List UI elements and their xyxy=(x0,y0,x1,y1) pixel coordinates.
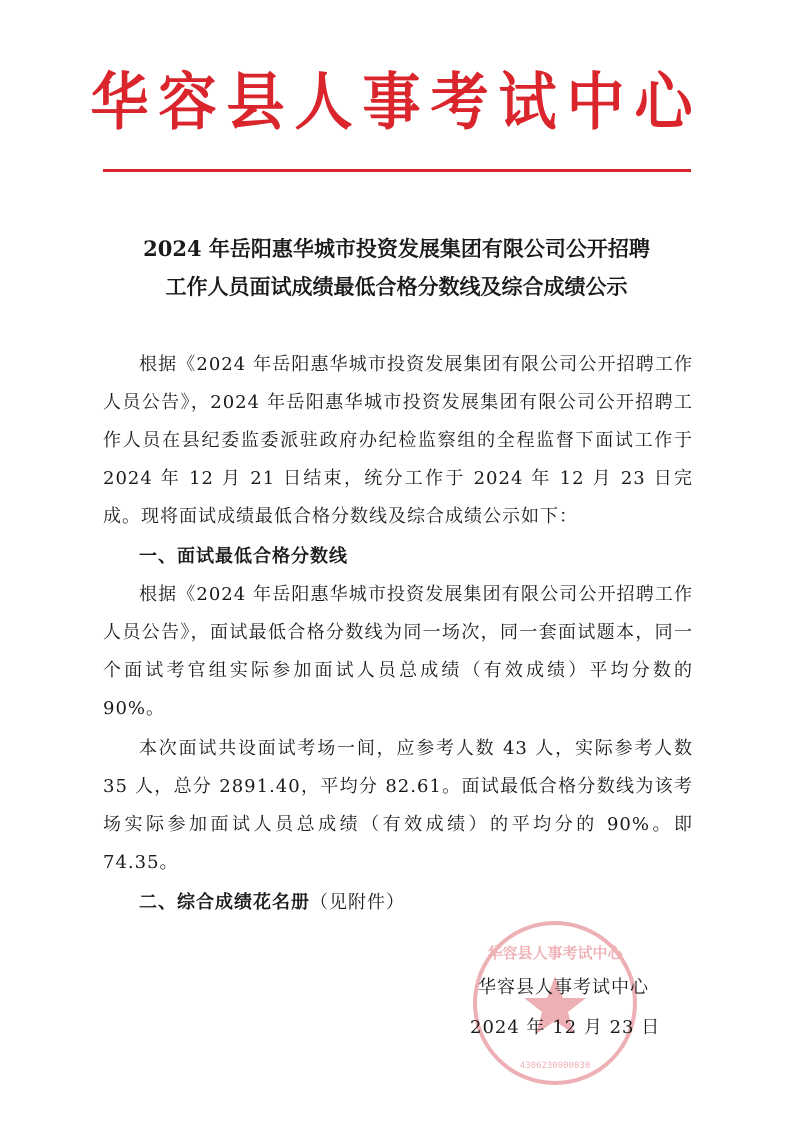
section1-heading: 一、面试最低合格分数线 xyxy=(139,546,348,567)
document-title-line1: 2024 年岳阳惠华城市投资发展集团有限公司公开招聘 xyxy=(143,236,650,261)
section2-note: （见附件） xyxy=(310,892,405,913)
signature-block xyxy=(470,968,700,1048)
section1-paragraph1: 根据《2024 年岳阳惠华城市投资发展集团有限公司公开招聘工作人员公告》，面试最低合格分数线为同一场次，同一套面试题本，同一个面试考官组实际参加面试人员总成绩（有效成绩）平均分数的 90%。 xyxy=(103,584,693,719)
document-body xyxy=(103,346,693,922)
letterhead-rule xyxy=(103,169,691,172)
letterhead-org-name: 华容县人事考试中心 xyxy=(90,65,703,139)
svg-text:华容县人事考试中心: 华容县人事考试中心 xyxy=(487,944,623,962)
section2-heading-text: 二、综合成绩花名册 xyxy=(139,892,310,913)
document-title-line2: 工作人员面试成绩最低合格分数线及综合成绩公示 xyxy=(165,274,628,299)
section1-paragraph2: 本次面试共设面试考场一间，应参考人数 43 人，实际参考人数 35 人，总分 2891.40，平均分 82.61。面试最低合格分数线为该考场实际参加面试人员总成绩（有效成绩）的平均分的 90%。即 74.35。 xyxy=(103,738,693,873)
section2-heading xyxy=(103,884,693,922)
signature-org: 华容县人事考试中心 xyxy=(478,977,649,998)
svg-text:4306230000030: 4306230000030 xyxy=(519,1061,591,1071)
signature-date: 2024 年 12 月 23 日 xyxy=(470,1017,661,1038)
intro-paragraph: 根据《2024 年岳阳惠华城市投资发展集团有限公司公开招聘工作人员公告》，2024 年岳阳惠华城市投资发展集团有限公司公开招聘工作人员在县纪委监委派驻政府办纪检监察组的全程监督下面试工作于 2024 年 12 月 21 日结束，统分工作于 2024 年 12 月 23 日完成。现将面试成绩最低合格分数线及综合成绩公示如下： xyxy=(103,354,693,527)
document-title xyxy=(60,230,733,306)
